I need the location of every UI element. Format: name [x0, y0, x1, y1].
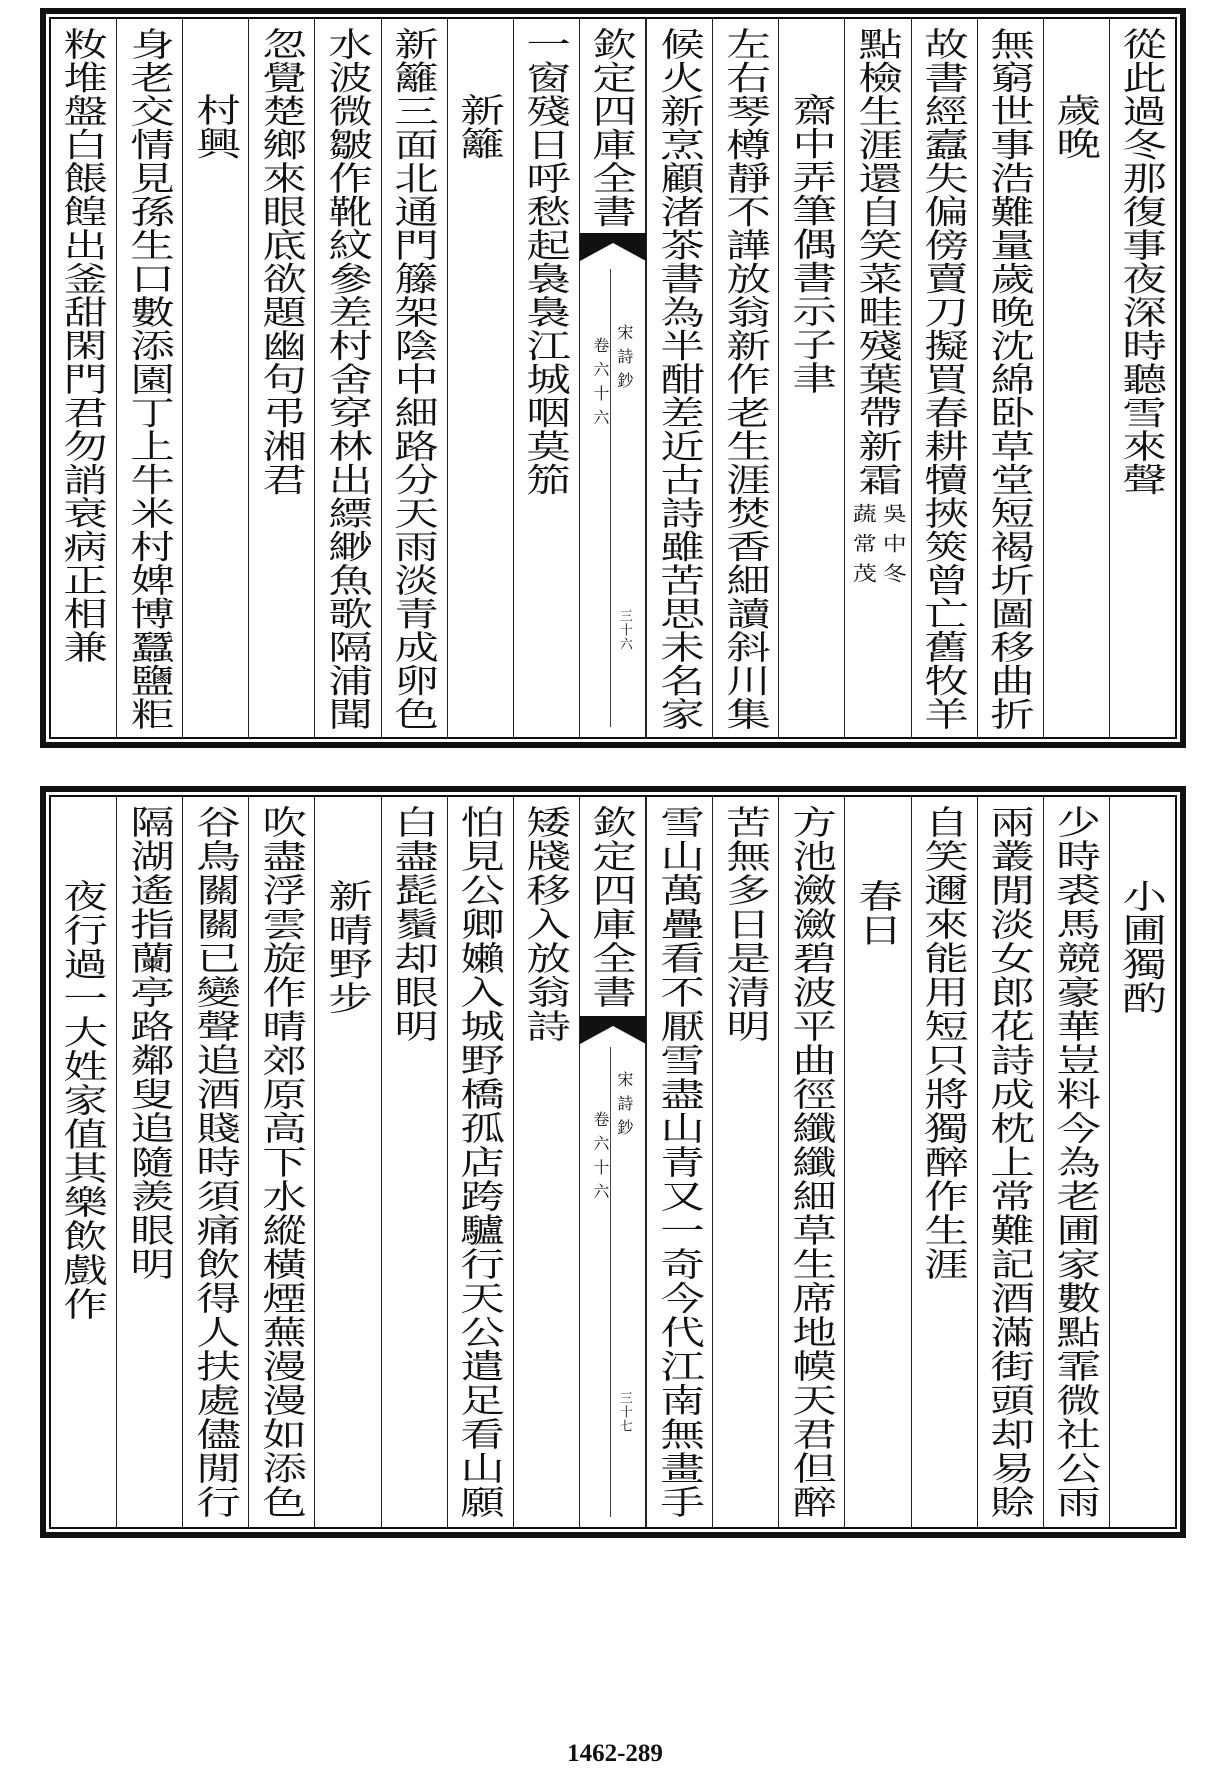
column-text: 一窗殘日呼愁起裊裊江城咽莫笳 — [519, 27, 573, 496]
text-column — [911, 797, 977, 1527]
column-text: 少時裘馬競豪華豈料今為老圃家數點霏微社公雨 — [1049, 805, 1103, 1519]
text-column — [911, 19, 977, 737]
column-text: 新籬三面北通門籐架陰中細路分天雨淡青成卵色 — [387, 27, 441, 731]
column-grid — [51, 19, 1175, 737]
column-text: 身老交情見孫生口數添園丁上牛米村婢博蠶鹽粔 — [123, 27, 176, 731]
column-text: 自笑邇來能用短只將獨醉作生涯 — [917, 805, 971, 1281]
text-column — [381, 19, 447, 737]
column-text: 點檢生涯還自笑菜畦殘葉帶新霜 — [851, 27, 905, 496]
volume-number: 卷六十六 — [590, 337, 610, 433]
book-title: 宋詩鈔 — [614, 1071, 634, 1143]
text-column — [51, 19, 116, 737]
collection-title: 欽定四庫全書 — [586, 27, 639, 228]
text-column — [844, 19, 910, 737]
text-column — [314, 19, 380, 737]
text-column — [447, 797, 513, 1527]
text-column — [116, 19, 182, 737]
center-margin-column — [579, 797, 646, 1527]
text-column — [712, 19, 778, 737]
column-text: 忽覺楚鄉來眼底欲題幽句弔湘君 — [255, 27, 309, 496]
leaf-number: 三十七 — [616, 1391, 632, 1433]
fishtail-mark — [580, 1016, 646, 1046]
column-text: 雪山萬疊看不厭雪盡山青又一奇今代江南無畫手 — [653, 805, 706, 1519]
text-column — [513, 797, 579, 1527]
poem-title: 村興 — [189, 93, 243, 160]
column-text: 從此過冬那復事夜深時聽雪來聲 — [1116, 27, 1169, 496]
text-column — [712, 797, 778, 1527]
column-text: 方池瀲瀲碧波平曲徑纖纖細草生席地幙天君但醉 — [785, 805, 839, 1519]
poem-title: 小圃獨酌 — [1116, 879, 1169, 1015]
column-text: 故書經蠧失偏傍賣刀擬買春耕犢挾筴曾亡舊牧羊 — [917, 27, 971, 731]
poem-title: 新籬 — [453, 93, 507, 160]
title-column — [1109, 797, 1175, 1527]
text-column — [1109, 19, 1175, 737]
text-column — [646, 797, 712, 1527]
text-column — [1043, 797, 1109, 1527]
text-column — [977, 797, 1043, 1527]
poem-title: 春日 — [851, 879, 905, 947]
upper-leaf-frame — [40, 8, 1186, 748]
text-column — [646, 19, 712, 737]
leaf-number: 三十六 — [616, 609, 632, 651]
poem-title: 夜行過一大姓家值其樂飲戲作 — [57, 879, 110, 1321]
page-number: 1462-289 — [567, 1740, 663, 1767]
column-grid — [51, 797, 1175, 1527]
column-text: 苦無多日是清明 — [719, 805, 773, 1043]
text-column — [116, 797, 182, 1527]
column-text: 谷鳥關關已變聲追酒賤時須痛飲得人扶處儘閒行 — [189, 805, 243, 1519]
column-text: 候火新烹顧渚茶書為半酣差近古詩雖苦思未名家 — [653, 27, 706, 731]
poem-title: 新晴野步 — [321, 879, 375, 1015]
interlinear-note — [845, 503, 910, 603]
note-line: 吳中冬 — [878, 503, 908, 593]
poem-title: 歲晚 — [1049, 93, 1103, 160]
text-column — [513, 19, 579, 737]
title-column — [844, 797, 910, 1527]
column-text: 矮牋移入放翁詩 — [519, 805, 573, 1043]
collection-title: 欽定四庫全書 — [586, 805, 639, 1009]
column-text: 白盡髭鬚却眼明 — [387, 805, 441, 1043]
column-text: 籹堆盤白餦餭出釜甜閑門君勿誚衰病正相兼 — [57, 27, 110, 664]
text-column — [977, 19, 1043, 737]
center-rule — [610, 1047, 611, 1517]
column-text: 怕見公卿嬾入城野橋孤店跨驢行天公遣足看山願 — [453, 805, 507, 1519]
column-text: 左右琴樽靜不譁放翁新作老生涯焚香細讀斜川集 — [719, 27, 773, 731]
title-column — [447, 19, 513, 737]
center-margin-column — [579, 19, 646, 737]
column-text: 兩叢閒淡女郎花詩成枕上常難記酒滿街頭却易賒 — [983, 805, 1037, 1519]
lower-leaf-frame — [40, 786, 1186, 1538]
column-text: 無窮世事浩難量歲晚沈綿卧草堂短褐圻圖移曲折 — [983, 27, 1037, 731]
note-line: 蔬常茂 — [848, 503, 878, 593]
column-text: 隔湖遙指蘭亭路鄰叟追隨羨眼明 — [123, 805, 176, 1281]
title-column — [778, 19, 844, 737]
text-column — [182, 797, 248, 1527]
text-column — [778, 797, 844, 1527]
title-column — [182, 19, 248, 737]
column-text: 水波微皺作靴紋參差村舍穿林出縹緲魚歌隔浦聞 — [321, 27, 375, 731]
title-column — [51, 797, 116, 1527]
fishtail-mark — [580, 233, 646, 263]
title-column — [314, 797, 380, 1527]
text-column — [248, 19, 314, 737]
text-column — [381, 797, 447, 1527]
poem-title: 齋中弄筆偶書示子聿 — [785, 93, 839, 395]
title-column — [1043, 19, 1109, 737]
volume-number: 卷六十六 — [590, 1111, 610, 1207]
center-rule — [610, 269, 611, 727]
column-text: 吹盡浮雲旋作晴郊原高下水縱橫煙蕪漫漫如添色 — [255, 805, 309, 1519]
text-column — [248, 797, 314, 1527]
book-title: 宋詩鈔 — [614, 324, 634, 396]
